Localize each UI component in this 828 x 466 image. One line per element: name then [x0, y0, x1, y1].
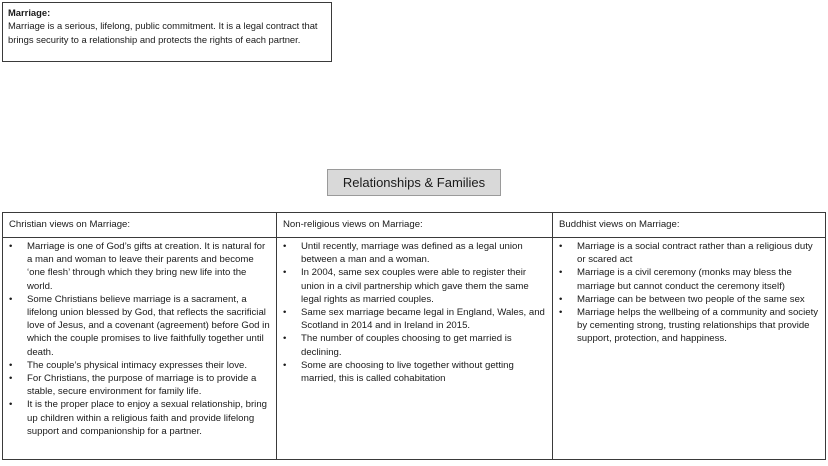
buddhist-views-column	[553, 213, 825, 459]
list-item: • For Christians, the purpose of marriage is to provide a stable, secure environment for family life.	[27, 372, 270, 398]
list-item: • Until recently, marriage was defined as a legal union between a man and a woman.	[301, 240, 546, 266]
list-item: • Marriage is one of God’s gifts at creation. It is natural for a man and woman to leave their parents and become ‘one flesh’ through which they bring new life into the world.	[27, 240, 270, 293]
non-religious-views-column	[277, 213, 553, 459]
non-religious-views-header: Non-religious views on Marriage:	[277, 213, 552, 238]
list-item: • The couple’s physical intimacy expresses their love.	[27, 359, 270, 372]
list-item: • Marriage is a social contract rather than a religious duty or scared act	[577, 240, 819, 266]
buddhist-views-header: Buddhist views on Marriage:	[553, 213, 825, 238]
list-item: • Same sex marriage became legal in England, Wales, and Scotland in 2014 and in Ireland in 2015.	[301, 306, 546, 332]
marriage-definition-box	[2, 2, 332, 62]
christian-views-column	[3, 213, 277, 459]
list-item: • Some Christians believe marriage is a sacrament, a lifelong union blessed by God, that reflects the sacrificial love of Jesus, and a covenant (agreement) before God in which the couple promises to live faithfully together until death.	[27, 293, 270, 359]
christian-views-header: Christian views on Marriage:	[3, 213, 276, 238]
definition-text: Marriage is a serious, lifelong, public commitment. It is a legal contract that brings security to a relationship and protects the rights of each partner.	[8, 20, 318, 45]
list-item: • It is the proper place to enjoy a sexual relationship, bring up children within a religious faith and provide lifelong support and companionship for a partner.	[27, 398, 270, 438]
topic-title: Relationships & Families	[327, 169, 501, 196]
list-item: • Some are choosing to live together without getting married, this is called cohabitation	[301, 359, 546, 385]
christian-views-list	[3, 238, 276, 438]
buddhist-views-list	[553, 238, 825, 346]
list-item: • Marriage can be between two people of the same sex	[577, 293, 819, 306]
list-item: • Marriage helps the wellbeing of a community and society by cementing strong, trusting relationships that provide support, protection, and happiness.	[577, 306, 819, 346]
definition-title: Marriage:	[8, 7, 51, 18]
list-item: • The number of couples choosing to get married is declining.	[301, 332, 546, 358]
views-table	[2, 212, 826, 460]
non-religious-views-list	[277, 238, 552, 385]
list-item: • Marriage is a civil ceremony (monks may bless the marriage but cannot conduct the ceremony itself)	[577, 266, 819, 292]
list-item: • In 2004, same sex couples were able to register their union in a civil partnership which gave them the same legal rights as married couples.	[301, 266, 546, 306]
